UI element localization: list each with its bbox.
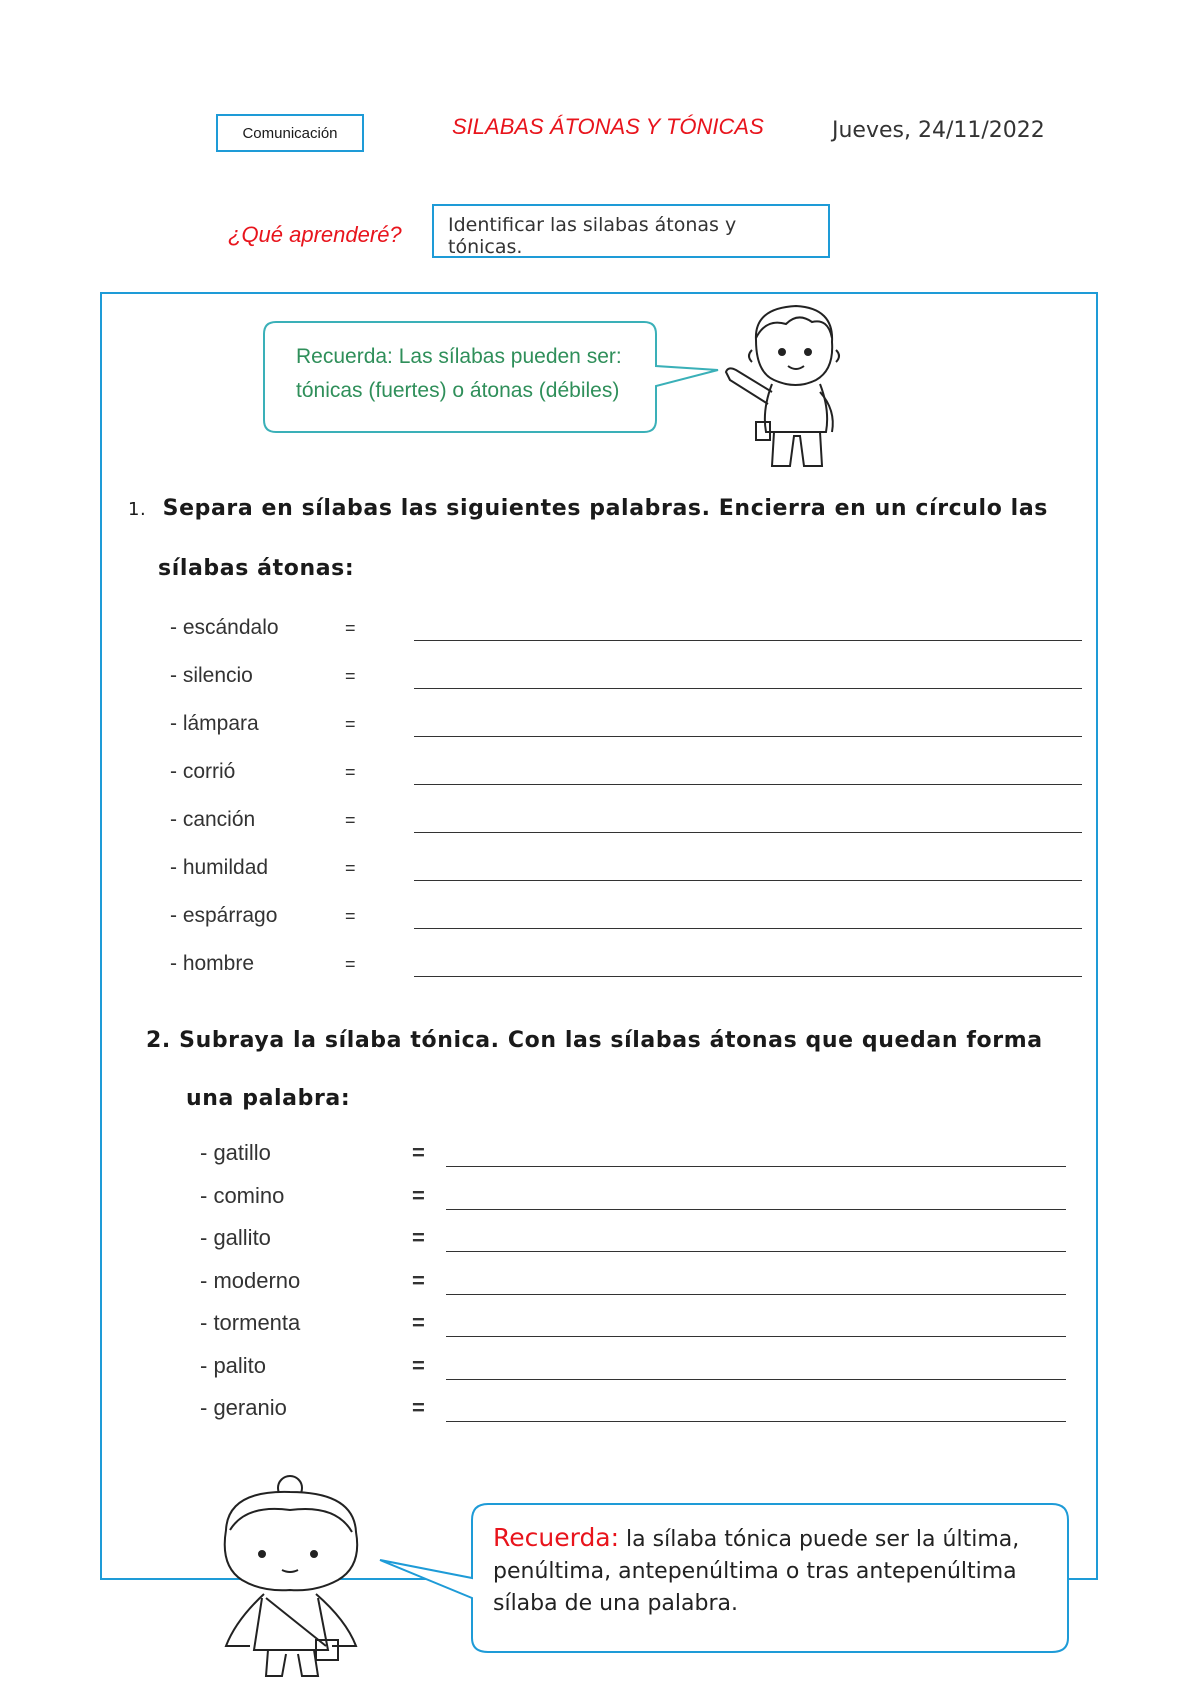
- answer-line[interactable]: [414, 736, 1082, 737]
- equals-sign: =: [345, 666, 356, 686]
- answer-line[interactable]: [414, 928, 1082, 929]
- reminder-1-line1: Recuerda: Las sílabas pueden ser:: [296, 345, 622, 368]
- equals-sign: =: [345, 714, 356, 734]
- boy-illustration: [716, 300, 866, 480]
- equals-sign: =: [345, 810, 356, 830]
- exercise-1-item: [170, 664, 356, 694]
- exercise-2-item: [200, 1352, 425, 1383]
- exercise-1-line2: sílabas átonas:: [158, 556, 355, 581]
- exercise-1-item: [170, 616, 356, 646]
- exercise-1-instruction: [128, 496, 1168, 521]
- answer-line[interactable]: [446, 1251, 1066, 1252]
- exercise-1-item: [170, 952, 356, 982]
- girl-illustration: [206, 1470, 376, 1684]
- reminder-2-label: Recuerda:: [493, 1523, 620, 1552]
- exercise-1-item: [170, 808, 356, 838]
- content-frame: [100, 292, 1098, 1580]
- equals-sign: =: [412, 1395, 425, 1420]
- equals-sign: =: [412, 1225, 425, 1250]
- equals-sign: =: [412, 1310, 425, 1335]
- answer-line[interactable]: [414, 880, 1082, 881]
- equals-sign: =: [412, 1182, 425, 1208]
- exercise-1-word: - corrió: [170, 760, 236, 783]
- exercise-1-item: [170, 904, 356, 934]
- exercise-2-word: - comino: [200, 1182, 285, 1208]
- exercise-1-word: - lámpara: [170, 712, 259, 735]
- exercise-1-item: [170, 760, 356, 790]
- exercise-1-word: - canción: [170, 808, 256, 831]
- answer-line[interactable]: [446, 1421, 1066, 1422]
- reminder-2-text: la sílaba tónica puede ser la última, penúltima, antepenúltima o tras antepenúltima sílaba de una palabra.: [493, 1527, 1020, 1616]
- answer-line[interactable]: [446, 1294, 1066, 1295]
- exercise-2-item: [200, 1140, 425, 1170]
- exercise-2-word: - gallito: [200, 1225, 271, 1250]
- objective-text: Identificar las silabas átonas y tónicas.: [448, 214, 737, 258]
- equals-sign: =: [345, 618, 356, 638]
- subject-label: Comunicación: [216, 114, 364, 152]
- exercise-2-item: [200, 1395, 425, 1425]
- equals-sign: =: [412, 1140, 425, 1165]
- equals-sign: =: [412, 1267, 425, 1293]
- answer-line[interactable]: [446, 1336, 1066, 1337]
- exercise-1-line1: Separa en sílabas las siguientes palabras. Encierra en un círculo las: [162, 496, 1048, 521]
- answer-line[interactable]: [446, 1166, 1066, 1167]
- answer-line[interactable]: [414, 832, 1082, 833]
- exercise-2-line1: 2. Subraya la sílaba tónica. Con las sílabas átonas que quedan forma: [146, 1028, 1043, 1053]
- reminder-1-text: [296, 340, 622, 408]
- exercise-2-item: [200, 1182, 425, 1213]
- exercise-2-word: - geranio: [200, 1395, 287, 1420]
- equals-sign: =: [412, 1352, 425, 1378]
- exercise-1-word: - espárrago: [170, 904, 278, 927]
- reminder-1-line2: tónicas (fuertes) o átonas (débiles): [296, 379, 620, 402]
- objective-box: [432, 204, 830, 258]
- exercise-2-word: - moderno: [200, 1267, 301, 1293]
- exercise-2-line2: una palabra:: [186, 1086, 351, 1111]
- answer-line[interactable]: [414, 784, 1082, 785]
- reminder-2: [493, 1522, 1033, 1620]
- exercise-2-word: - tormenta: [200, 1310, 301, 1335]
- exercise-1-number: 1.: [128, 499, 147, 520]
- exercise-1-word: - silencio: [170, 664, 253, 687]
- exercise-2-word: - gatillo: [200, 1140, 271, 1165]
- answer-line[interactable]: [414, 688, 1082, 689]
- exercise-2-item: [200, 1225, 425, 1255]
- exercise-1-item: [170, 856, 356, 886]
- page-title: SILABAS ÁTONAS Y TÓNICAS: [452, 114, 764, 139]
- answer-line[interactable]: [446, 1209, 1066, 1210]
- answer-line[interactable]: [414, 976, 1082, 977]
- objective-question: ¿Qué aprenderé?: [228, 222, 402, 247]
- equals-sign: =: [345, 762, 356, 782]
- date-label: Jueves, 24/11/2022: [832, 118, 1045, 143]
- answer-line[interactable]: [414, 640, 1082, 641]
- exercise-1-word: - escándalo: [170, 616, 279, 639]
- exercise-1-item: [170, 712, 356, 742]
- answer-line[interactable]: [446, 1379, 1066, 1380]
- exercise-1-word: - hombre: [170, 952, 255, 975]
- equals-sign: =: [345, 954, 356, 974]
- exercise-1-word: - humildad: [170, 856, 269, 879]
- equals-sign: =: [345, 858, 356, 878]
- equals-sign: =: [345, 906, 356, 926]
- exercise-2-word: - palito: [200, 1352, 267, 1378]
- exercise-2-item: [200, 1267, 425, 1298]
- exercise-2-item: [200, 1310, 425, 1340]
